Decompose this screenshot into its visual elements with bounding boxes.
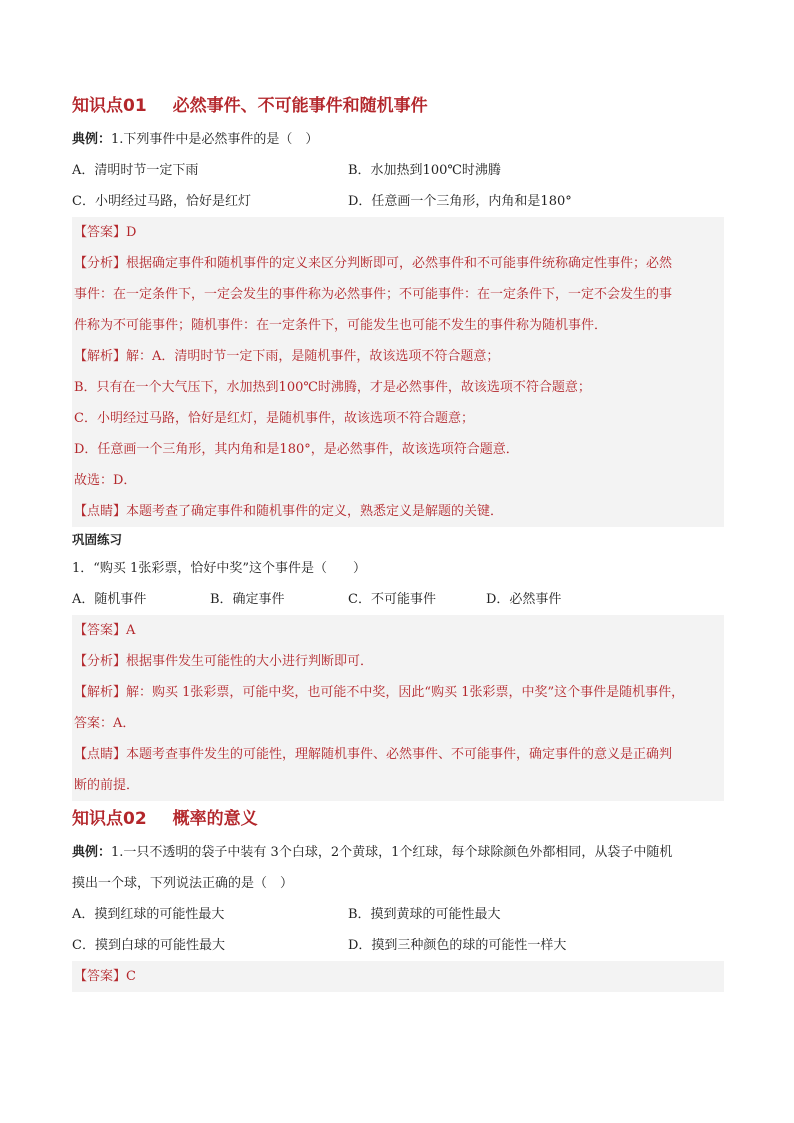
comment-text: 本题考查事件发生的可能性，理解随机事件、必然事件、不可能事件，确定事件的意义是正确判 [126, 747, 673, 762]
answer-line [72, 217, 724, 248]
option-row [72, 899, 724, 930]
section-number: 知识点01 [72, 96, 147, 116]
solution-line: 答案：A． [74, 716, 136, 731]
analysis-tag: 【分析】 [74, 256, 127, 271]
option-d: D．摸到三种颜色的球的可能性一样大 [348, 938, 567, 953]
comment-line: 断的前提． [74, 778, 140, 793]
option-a: A．清明时节一定下雨 [72, 163, 199, 178]
option-row [72, 186, 724, 217]
solution-box [72, 615, 724, 801]
answer-tag: 【答案】 [74, 225, 127, 240]
document-page [72, 88, 724, 992]
section-title-1 [72, 88, 724, 124]
solution-box [72, 961, 724, 992]
solution-line: B．只有在一个大气压下，水加热到100℃时沸腾，才是必然事件，故该选项不符合题意； [74, 380, 591, 395]
solution-line: C．小明经过马路，恰好是红灯，是随机事件，故该选项不符合题意； [74, 411, 474, 426]
solution-line: 故选：D． [74, 473, 137, 488]
answer-value: C [126, 969, 136, 984]
option-d: D．任意画一个三角形，内角和是180° [348, 194, 572, 209]
option-row [72, 584, 724, 615]
answer-tag: 【答案】 [74, 969, 127, 984]
analysis-line: 事件：在一定条件下，一定会发生的事件称为必然事件；不可能事件：在一定条件下，一定不会发生的事 [74, 287, 673, 302]
solution-tag: 【解析】 [74, 349, 127, 364]
option-b: B．确定事件 [210, 592, 285, 607]
example-label: 典例： [72, 845, 112, 860]
analysis-line [72, 646, 724, 677]
example-question-cont: 摸出一个球，下列说法正确的是（ ） [72, 876, 294, 891]
example-label: 典例： [72, 132, 112, 147]
example-text: 1.下列事件中是必然事件的是（ ） [111, 132, 319, 147]
solution-text: 解：购买 1张彩票，可能中奖，也可能不中奖，因此“购买 1张彩票，中奖”这个事件是随机事件， [126, 685, 685, 700]
analysis-line: 件称为不可能事件；随机事件：在一定条件下，可能发生也可能不发生的事件称为随机事件． [74, 318, 608, 333]
option-a: A．随机事件 [72, 592, 147, 607]
answer-line [72, 961, 724, 992]
solution-text: 解：A．清明时节一定下雨，是随机事件，故该选项不符合题意； [126, 349, 500, 364]
answer-line [72, 615, 724, 646]
section-heading: 概率的意义 [172, 809, 258, 829]
practice-question: 1．“购买 1张彩票，恰好中奖”这个事件是（ ） [72, 561, 366, 576]
answer-tag: 【答案】 [74, 623, 127, 638]
solution-line: D．任意画一个三角形，其内角和是180°，是必然事件，故该选项符合题意． [74, 442, 519, 457]
answer-value: A [126, 623, 136, 638]
solution-line [72, 677, 724, 708]
comment-tag: 【点睛】 [74, 504, 127, 519]
solution-line [72, 341, 724, 372]
solution-box [72, 217, 724, 527]
analysis-tag: 【分析】 [74, 654, 127, 669]
option-row [72, 155, 724, 186]
option-b: B．水加热到100℃时沸腾 [348, 163, 501, 178]
analysis-text: 根据事件发生可能性的大小进行判断即可． [126, 654, 374, 669]
option-d: D．必然事件 [486, 592, 562, 607]
option-row [72, 930, 724, 961]
example-question [72, 837, 724, 868]
option-c: C．摸到白球的可能性最大 [72, 938, 225, 953]
comment-tag: 【点睛】 [74, 747, 127, 762]
example-text: 1.一只不透明的袋子中装有 3个白球，2个黄球，1个红球，每个球除颜色外都相同，从袋子中随机 [111, 845, 673, 860]
section-title-2 [72, 801, 724, 837]
option-a: A．摸到红球的可能性最大 [72, 907, 225, 922]
option-c: C．不可能事件 [348, 592, 436, 607]
analysis-text: 根据确定事件和随机事件的定义来区分判断即可，必然事件和不可能事件统称确定性事件；必然 [126, 256, 673, 271]
comment-line [72, 739, 724, 770]
option-c: C．小明经过马路，恰好是红灯 [72, 194, 251, 209]
section-heading: 必然事件、不可能事件和随机事件 [172, 96, 428, 116]
option-b: B．摸到黄球的可能性最大 [348, 907, 501, 922]
practice-title: 巩固练习 [72, 532, 123, 547]
solution-tag: 【解析】 [74, 685, 127, 700]
section-number: 知识点02 [72, 809, 147, 829]
answer-value: D [126, 225, 137, 240]
comment-line [72, 496, 724, 527]
example-question [72, 124, 724, 155]
comment-text: 本题考查了确定事件和随机事件的定义，熟悉定义是解题的关键． [126, 504, 504, 519]
analysis-line [72, 248, 724, 279]
